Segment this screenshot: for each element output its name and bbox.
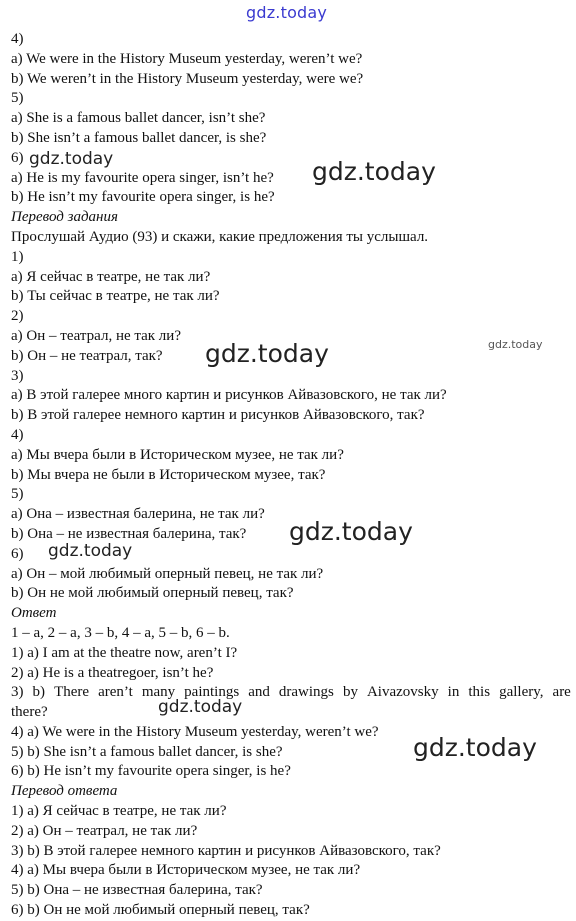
watermark-label: gdz.today [289, 517, 413, 546]
text-line: 1) [11, 248, 24, 265]
section-heading: Перевод ответа [11, 783, 118, 800]
word: There [54, 684, 90, 701]
watermark-label: gdz.today [205, 339, 329, 368]
text-line: 4) [11, 426, 24, 443]
word: Aivazovsky [366, 684, 439, 701]
text-line: 2) [11, 308, 24, 325]
text-line: a) Я сейчас в театре, не так ли? [11, 268, 211, 285]
word: are [552, 684, 571, 701]
text-line: 6) b) Он не мой любимый оперный певец, так? [11, 902, 310, 919]
text-line: a) В этой галерее много картин и рисунков Айвазовского, не так ли? [11, 387, 447, 404]
text-line: a) She is a famous ballet dancer, isn’t she? [11, 110, 266, 127]
text-line: b) Ты сейчас в театре, не так ли? [11, 288, 220, 305]
text-line: b) Мы вчера не были в Историческом музее, так? [11, 466, 326, 483]
word: and [248, 684, 270, 701]
text-line: 5) b) She isn’t a famous ballet dancer, is she? [11, 743, 283, 760]
word: in [447, 684, 460, 701]
text-line [11, 683, 571, 703]
text-line: 5) [11, 90, 24, 107]
text-line: 2) a) He is a theatregoer, isn’t he? [11, 664, 214, 681]
text-line: 3) b) В этой галерее немного картин и рисунков Айвазовского, так? [11, 842, 441, 859]
text-line: 2) a) Он – театрал, не так ли? [11, 822, 198, 839]
text-line: 6) b) He isn’t my favourite opera singer, is he? [11, 763, 291, 780]
text-line: b) В этой галерее немного картин и рисунков Айвазовского, так? [11, 407, 425, 424]
text-line: b) He isn’t my favourite opera singer, is he? [11, 189, 275, 206]
word: this [468, 684, 491, 701]
word: drawings [278, 684, 334, 701]
text-line: 4) [11, 31, 24, 47]
text-line: a) Он – театрал, не так ли? [11, 327, 181, 344]
word: by [342, 684, 358, 701]
watermark-label: gdz.today [488, 338, 543, 351]
section-heading: Ответ [11, 605, 57, 622]
text-line: Прослушай Аудио (93) и скажи, какие предложения ты услышал. [11, 228, 429, 245]
watermark-label: gdz.today [413, 733, 537, 762]
word: paintings [184, 684, 240, 701]
word: many [141, 684, 176, 701]
text-line: 5) [11, 486, 24, 503]
text-line: 1 – a, 2 – a, 3 – b, 4 – a, 5 – b, 6 – b. [11, 624, 230, 641]
text-line: a) He is my favourite opera singer, isn’t he? [11, 169, 274, 186]
text-line: a) We were in the History Museum yesterday, weren’t we? [11, 50, 363, 67]
text-line: a) Он – мой любимый оперный певец, не так ли? [11, 565, 324, 582]
text-line: 3) [11, 367, 24, 384]
header-watermark: gdz.today [246, 3, 328, 22]
text-line: there? [11, 704, 48, 721]
text-line: a) Она – известная балерина, не так ли? [11, 506, 265, 523]
word: 3) [11, 684, 24, 701]
text-line: b) Она – не известная балерина, так? [11, 525, 247, 542]
text-line: 6) [11, 545, 24, 562]
text-line: b) Он не мой любимый оперный певец, так? [11, 585, 294, 602]
watermark-label: gdz.today [312, 157, 436, 186]
text-line: b) Он – не театрал, так? [11, 347, 163, 364]
text-line: a) Мы вчера были в Историческом музее, не так ли? [11, 446, 344, 463]
text-line: b) We weren’t in the History Museum yesterday, were we? [11, 70, 364, 87]
section-heading: Перевод задания [11, 209, 118, 226]
watermark-label: gdz.today [48, 541, 133, 561]
word: b) [32, 684, 46, 701]
word: gallery, [499, 684, 544, 701]
text-line: 5) b) Она – не известная балерина, так? [11, 882, 263, 899]
text-line: 4) a) Мы вчера были в Историческом музее, не так ли? [11, 862, 361, 879]
text-line: 4) a) We were in the History Museum yesterday, weren’t we? [11, 723, 379, 740]
word: aren’t [98, 684, 133, 701]
watermark-label: gdz.today [158, 697, 243, 717]
text-line: 6) [11, 149, 24, 166]
text-line: 1) a) I am at the theatre now, aren’t I? [11, 644, 238, 661]
text-line: 1) a) Я сейчас в театре, не так ли? [11, 803, 227, 820]
document-body [11, 30, 571, 921]
text-line: b) She isn’t a famous ballet dancer, is she? [11, 129, 267, 146]
watermark-label: gdz.today [29, 149, 114, 169]
